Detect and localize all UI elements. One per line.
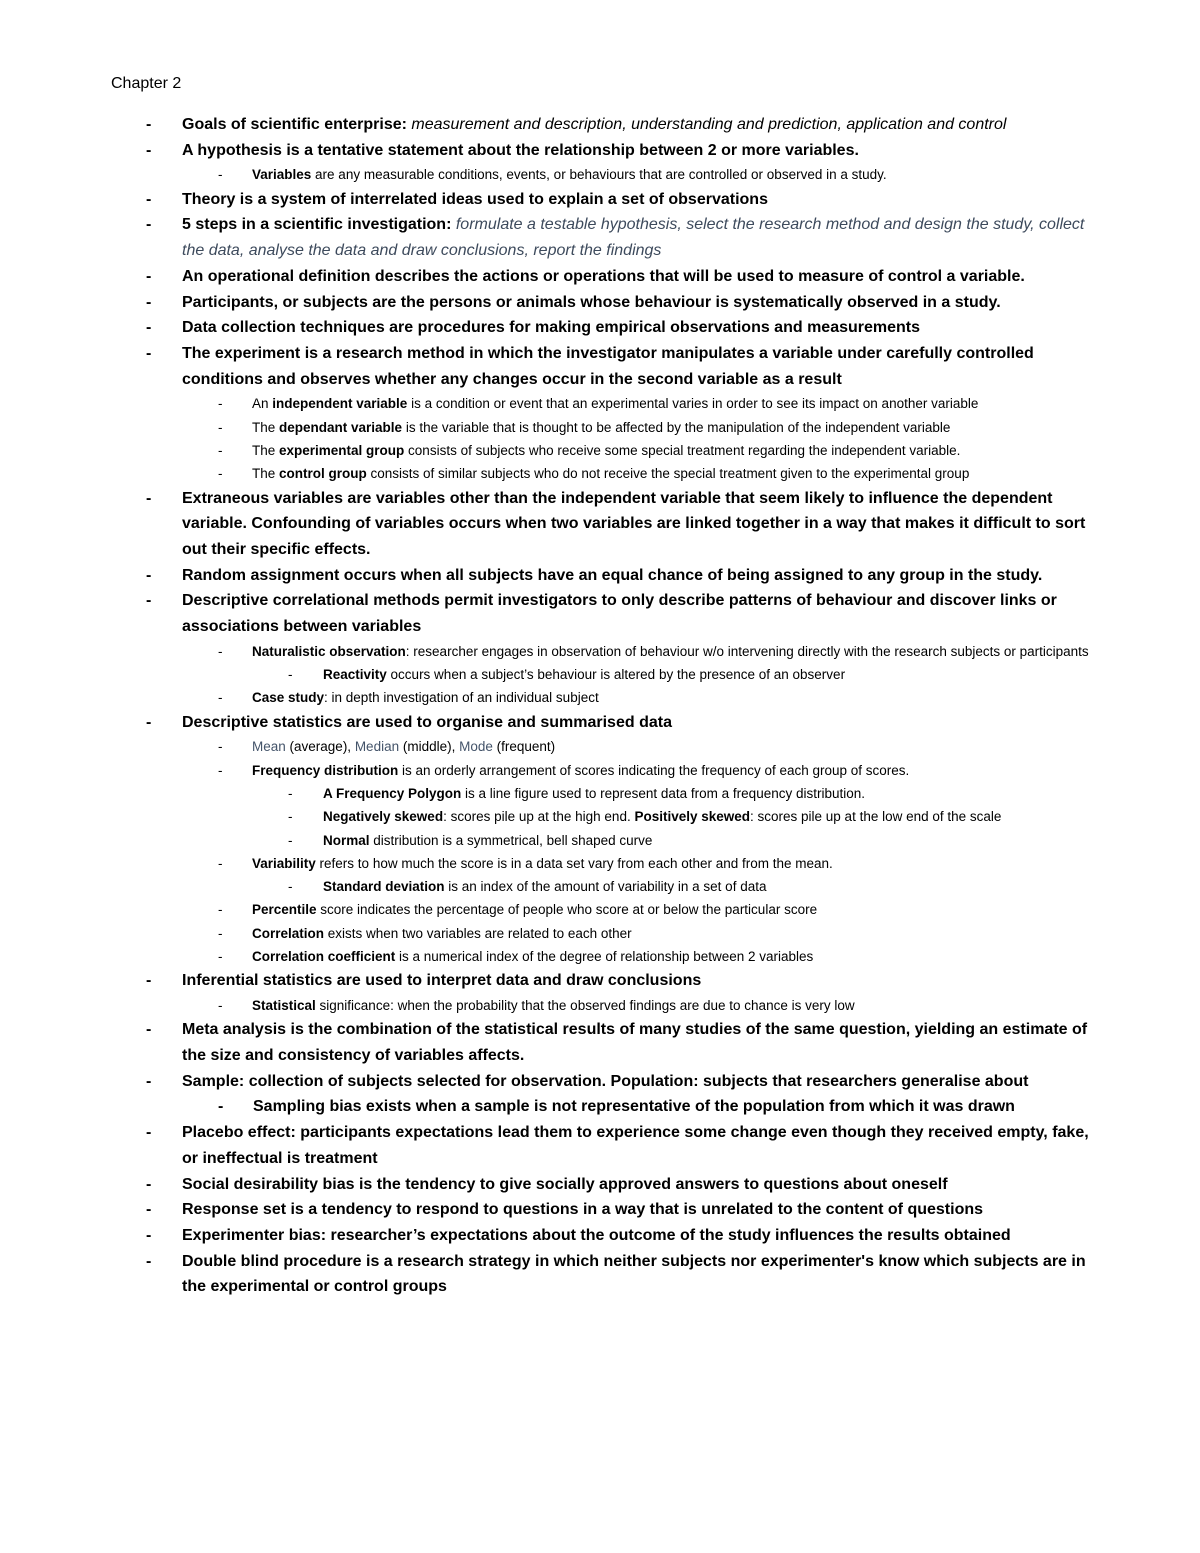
bullet-dash: - [218,739,223,755]
list-item [0,416,1200,439]
item-text-segment: formulate a testable hypothesis, select the research method and design the study, collect the data, analyse the data and draw conclusions, report the findings [182,216,1085,260]
list-item [0,212,1200,263]
list-item [0,945,1200,968]
bullet-dash: - [218,925,223,941]
item-text-segment: Inferential statistics are used to interpret data and draw conclusions [182,972,702,990]
item-text-segment: Median [354,739,400,755]
bullet-dash: - [146,592,152,610]
item-text-segment: Frequency distribution [252,762,399,778]
item-text-segment: Experimenter bias: researcher’s expectations about the outcome of the study influences the results obtained [182,1226,1011,1244]
item-text-segment: exists when two variables are related to each other [324,925,632,941]
list-item [0,462,1200,485]
item-text-segment: : in depth investigation of an individual subject [324,690,599,706]
list-item [0,290,1200,316]
bullet-dash: - [146,267,152,285]
item-text-segment: is an orderly arrangement of scores indicating the frequency of each group of scores. [398,762,910,778]
bullet-dash: - [146,344,152,362]
list-item [0,710,1200,736]
item-text-segment: Correlation [252,925,325,941]
bullet-dash: - [288,785,293,801]
bullet-dash: - [288,879,293,895]
bullet-dash: - [146,566,152,584]
bullet-dash: - [146,216,152,234]
bullet-dash: - [146,1021,152,1039]
list-item [0,1172,1200,1198]
item-text-segment: Response set is a tendency to respond to questions in a way that is unrelated to the content of questions [182,1201,984,1219]
item-text-segment: Theory is a system of interrelated ideas used to explain a set of observations [182,190,768,208]
item-text-segment: Descriptive statistics are used to organise and summarised data [182,713,672,731]
item-text-segment: The [252,442,280,458]
bullet-dash: - [146,293,152,311]
list-item [0,1223,1200,1249]
item-text-segment: The [252,466,280,482]
item-text-segment: (middle), [399,739,460,755]
list-item [0,898,1200,921]
item-text-segment: Sample: collection of subjects selected for observation. Population: subjects that researchers generalise about [182,1072,1029,1090]
item-text-segment: Participants, or subjects are the persons or animals whose behaviour is systematically observed in a study. [182,293,1001,311]
item-text-segment: distribution is a symmetrical, bell shaped curve [369,832,653,848]
item-text-segment: occurs when a subject’s behaviour is altered by the presence of an observer [386,667,846,683]
list-item [0,805,1200,828]
list-item [0,1249,1200,1300]
bullet-dash: - [218,949,223,964]
list-item [0,1094,1200,1120]
list-item [0,922,1200,945]
bullet-dash: - [218,167,223,183]
bullet-dash: - [146,1252,152,1270]
item-text-segment: A hypothesis is a tentative statement about the relationship between 2 or more variables. [182,141,859,159]
item-text-segment: Reactivity [323,667,387,683]
item-text-segment: An [252,396,273,412]
list-item [0,264,1200,290]
list-item [0,1017,1200,1068]
item-text-segment: Placebo effect: participants expectations lead them to experience some change even though they received empty, fake, or ineffectual is treatment [182,1124,1089,1167]
item-text-segment: Data collection techniques are procedures for making empirical observations and measurements [182,319,921,337]
bullet-dash: - [218,690,223,706]
bullet-dash: - [218,643,223,659]
list-item [0,994,1200,1017]
item-text-segment: Double blind procedure is a research strategy in which neither subjects nor experimenter's know which subjects are in the experimental or control groups [182,1252,1086,1296]
list-item [0,782,1200,805]
bullet-dash: - [146,1124,152,1142]
list-item [0,439,1200,462]
item-text-segment: is a condition or event that an experimental varies in order to see its impact on another variable [407,396,979,412]
item-text-segment: significance: when the probability that the observed findings are due to chance is very low [315,998,855,1013]
item-text-segment: Meta analysis is the combination of the statistical results of many studies of the same question, yielding an estimate of the size and consistency of variables affects. [182,1021,1088,1064]
list-item [0,1120,1200,1171]
bullet-dash: - [218,466,223,482]
item-text-segment: Standard deviation [323,879,445,895]
item-text-segment: : scores pile up at the low end of the scale [750,809,1002,825]
item-text-segment: : scores pile up at the high end. [443,809,635,825]
item-text-segment: Variability [252,855,316,871]
item-text-segment: An operational definition describes the actions or operations that will be used to measure of control a variable. [182,267,1025,285]
item-text-segment: Naturalistic observation [252,643,406,659]
item-text-segment: Social desirability bias is the tendency to give socially approved answers to questions about oneself [182,1175,948,1193]
list-item [0,138,1200,164]
item-text-segment: Positively skewed [634,809,751,825]
list-item [0,759,1200,782]
bullet-dash: - [218,1098,224,1116]
list-item [0,875,1200,898]
item-text-segment: consists of subjects who receive some special treatment regarding the independent variable. [404,442,961,458]
bullet-dash: - [146,1226,152,1244]
item-text-segment: consists of similar subjects who do not receive the special treatment given to the experimental group [366,466,970,482]
list-item [0,315,1200,341]
bullet-dash: - [218,855,223,871]
list-item [0,486,1200,563]
list-item [0,735,1200,758]
item-text-segment: measurement and description, understanding and prediction, application and control [411,116,1007,133]
bullet-dash: - [146,972,152,990]
item-text-segment: Statistical [252,998,316,1013]
bullet-dash: - [288,832,293,848]
bullet-dash: - [146,319,152,337]
bullet-dash: - [146,713,152,731]
list-item [0,663,1200,686]
list-item [0,686,1200,709]
bullet-dash: - [288,809,293,825]
list-item [0,1069,1200,1095]
item-text-segment: Mode [459,739,493,755]
item-text-segment: dependant variable [279,419,403,435]
list-item [0,187,1200,213]
item-text-segment: experimental group [279,442,405,458]
item-text-segment: is a numerical index of the degree of relationship between 2 variables [395,949,814,964]
list-item [0,588,1200,639]
item-text-segment: independent variable [272,396,408,412]
item-text-segment: The [252,419,280,435]
item-text-segment: Extraneous variables are variables other than the independent variable that seem likely to influence the dependent variable. Confounding of variables occurs when two variables are linked together in a way that makes it difficult to sort out their specific effects. [182,489,1086,558]
item-text-segment: is the variable that is thought to be affected by the manipulation of the independent variable [402,419,951,435]
list-item [0,563,1200,589]
item-text-segment: Normal [323,832,370,848]
bullet-dash: - [288,667,293,683]
item-text-segment: (average), [285,739,355,755]
list-item [0,852,1200,875]
item-text-segment: is a line figure used to represent data from a frequency distribution. [461,785,866,801]
item-text-segment: Variables [252,167,312,183]
item-text-segment: is an index of the amount of variability in a set of data [444,879,767,895]
list-item [0,829,1200,852]
item-text-segment: Goals of scientific enterprise: [182,116,412,133]
item-text-segment: score indicates the percentage of people who score at or below the particular score [316,902,818,918]
bullet-dash: - [218,442,223,458]
bullet-dash: - [218,396,223,412]
item-text-segment: A Frequency Polygon [323,785,462,801]
bullet-list [0,112,1200,1300]
item-text-segment: Random assignment occurs when all subjects have an equal chance of being assigned to any group in the study. [182,566,1043,584]
item-text-segment: Percentile [252,902,317,918]
bullet-dash: - [218,902,223,918]
list-item [0,341,1200,392]
bullet-dash: - [146,489,152,507]
item-text-segment: 5 steps in a scientific investigation: [182,216,456,234]
item-text-segment: Mean [252,739,286,755]
list-item [0,1197,1200,1223]
bullet-dash: - [218,762,223,778]
bullet-dash: - [146,116,152,133]
list-item [0,640,1200,663]
bullet-dash: - [146,1201,152,1219]
item-text-segment: are any measurable conditions, events, or behaviours that are controlled or observed in a study. [311,167,887,183]
bullet-dash: - [146,1175,152,1193]
item-text-segment: : researcher engages in observation of behaviour w/o intervening directly with the research subjects or participants [405,643,1089,659]
bullet-dash: - [146,1072,152,1090]
bullet-dash: - [146,190,152,208]
item-text-segment: The experiment is a research method in which the investigator manipulates a variable under carefully controlled conditions and observes whether any changes occur in the second variable as a result [182,344,1034,388]
page-title: Chapter 2 [111,75,182,92]
item-text-segment: (frequent) [492,739,556,755]
list-item [0,968,1200,994]
item-text-segment: Sampling bias exists when a sample is not representative of the population from which it was drawn [253,1098,1015,1116]
bullet-dash: - [218,419,223,435]
list-item [0,392,1200,415]
item-text-segment: Correlation coefficient [252,949,396,964]
item-text-segment: control group [279,466,367,482]
item-text-segment: refers to how much the score is in a data set vary from each other and from the mean. [315,855,833,871]
list-item [0,112,1200,138]
item-text-segment: Case study [252,690,325,706]
list-item [0,163,1200,186]
bullet-dash: - [146,141,152,159]
item-text-segment: Descriptive correlational methods permit investigators to only describe patterns of behaviour and discover links or associations between variables [182,592,1057,636]
item-text-segment: Negatively skewed [323,809,444,825]
bullet-dash: - [218,998,223,1013]
